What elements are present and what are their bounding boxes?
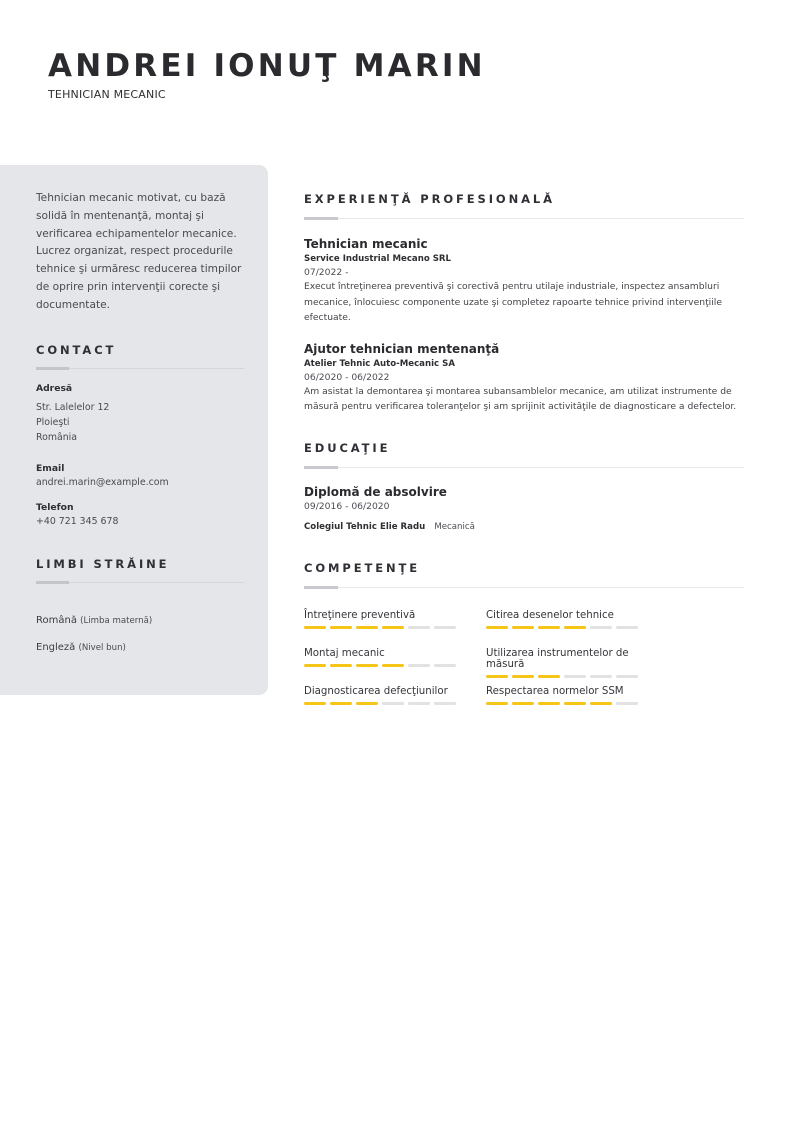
school-name: Colegiul Tehnic Elie Radu bbox=[304, 521, 426, 532]
skill-bar-filled bbox=[512, 702, 534, 706]
skill-bar-filled bbox=[564, 626, 586, 630]
skill-name: Diagnosticarea defecţiunilor bbox=[304, 685, 448, 697]
heading-divider bbox=[304, 217, 744, 220]
skill-bar-empty bbox=[616, 702, 638, 706]
main-column bbox=[304, 192, 744, 724]
language-level: (Limba maternă) bbox=[80, 616, 153, 626]
address-block bbox=[36, 400, 244, 445]
skill-bar-empty bbox=[590, 675, 612, 679]
skill-bar-filled bbox=[564, 702, 586, 706]
job-position: Ajutor tehnician mentenanţă bbox=[304, 341, 500, 356]
job-entry bbox=[304, 237, 744, 326]
job-description: Execut întreţinerea preventivă şi corectivă pentru utilaje industriale, inspectez ansambluri mecanice, înlocuiesc componente uzate şi completez rapoarte tehnice privind intervenţiile efectuate. bbox=[304, 281, 722, 323]
candidate-name: ANDREI IONUŢ MARIN bbox=[48, 48, 486, 84]
field-of-study: Mecanică bbox=[434, 521, 475, 532]
education-entry bbox=[304, 485, 744, 533]
job-dates: 06/2020 - 06/2022 bbox=[304, 371, 390, 383]
skills-heading: COMPETENŢE bbox=[304, 560, 420, 575]
experience-heading: EXPERIENŢĂ PROFESIONALĂ bbox=[304, 192, 555, 206]
skill-level-meter bbox=[304, 626, 486, 630]
address-line: România bbox=[36, 432, 77, 443]
skill-bar-filled bbox=[356, 626, 378, 630]
email-value[interactable]: andrei.marin@example.com bbox=[36, 477, 169, 488]
skill-bar-filled bbox=[304, 702, 326, 706]
skill-bar-empty bbox=[382, 702, 404, 706]
skill-item bbox=[486, 610, 668, 648]
skill-bar-filled bbox=[304, 664, 326, 668]
skill-name: Citirea desenelor tehnice bbox=[486, 609, 614, 621]
education-heading: EDUCAŢIE bbox=[304, 440, 391, 455]
heading-divider bbox=[36, 367, 244, 370]
skill-bar-filled bbox=[486, 702, 508, 706]
skill-name: Respectarea normelor SSM bbox=[486, 685, 624, 697]
job-description: Am asistat la demontarea şi montarea subansamblelor mecanice, am utilizat instrumente de măsură pentru verificarea toleranţelor şi am sprijinit activităţile de diagnosticare a defectelor. bbox=[304, 385, 737, 412]
job-company: Atelier Tehnic Auto-Mecanic SA bbox=[304, 358, 455, 369]
language-level: (Nivel bun) bbox=[78, 643, 126, 653]
job-position: Tehnician mecanic bbox=[304, 237, 428, 251]
skill-bar-filled bbox=[486, 626, 508, 630]
skill-bar-filled bbox=[330, 626, 352, 630]
skill-item bbox=[304, 610, 486, 648]
skill-bar-empty bbox=[434, 702, 456, 706]
skill-bar-empty bbox=[434, 626, 456, 630]
skill-bar-empty bbox=[434, 664, 456, 668]
education-dates: 09/2016 - 06/2020 bbox=[304, 500, 390, 512]
job-title: TEHNICIAN MECANIC bbox=[48, 88, 166, 101]
skill-bar-filled bbox=[356, 702, 378, 706]
skill-bar-filled bbox=[304, 626, 326, 630]
degree-title: Diplomă de absolvire bbox=[304, 484, 447, 499]
contact-section bbox=[36, 343, 244, 529]
email-label: Email bbox=[36, 463, 65, 474]
skill-bar-filled bbox=[330, 664, 352, 668]
heading-divider bbox=[304, 586, 744, 589]
skill-bar-filled bbox=[538, 626, 560, 630]
languages-heading: LIMBI STRĂINE bbox=[36, 557, 170, 571]
skill-item bbox=[486, 686, 668, 724]
address-label: Adresă bbox=[36, 383, 73, 394]
skill-level-meter bbox=[304, 664, 486, 668]
skill-bar-filled bbox=[538, 702, 560, 706]
skill-bar-filled bbox=[382, 626, 404, 630]
skill-bar-empty bbox=[590, 626, 612, 630]
skill-item bbox=[304, 686, 486, 724]
education-school-line bbox=[304, 514, 744, 533]
phone-value[interactable]: +40 721 345 678 bbox=[36, 516, 119, 527]
skill-level-meter bbox=[304, 702, 486, 706]
skill-bar-filled bbox=[538, 675, 560, 679]
job-entry bbox=[304, 342, 744, 415]
skill-bar-filled bbox=[382, 664, 404, 668]
language-item bbox=[36, 642, 244, 653]
contact-heading: CONTACT bbox=[36, 343, 117, 357]
skill-bar-filled bbox=[590, 702, 612, 706]
skill-bar-empty bbox=[408, 702, 430, 706]
skill-bar-empty bbox=[408, 664, 430, 668]
skill-item bbox=[486, 648, 668, 686]
address-line: Str. Lalelelor 12 bbox=[36, 402, 110, 413]
skill-bar-empty bbox=[616, 626, 638, 630]
address-line: Ploieşti bbox=[36, 417, 70, 428]
job-company: Service Industrial Mecano SRL bbox=[304, 254, 452, 264]
language-name: Engleză bbox=[36, 642, 76, 653]
skill-level-meter bbox=[486, 626, 668, 630]
skills-grid bbox=[304, 610, 744, 724]
skill-bar-filled bbox=[512, 675, 534, 679]
skill-bar-filled bbox=[512, 626, 534, 630]
skill-bar-empty bbox=[408, 626, 430, 630]
language-name: Română bbox=[36, 615, 77, 626]
skill-level-meter bbox=[486, 675, 668, 679]
skill-name: Utilizarea instrumentelor de măsură bbox=[486, 647, 629, 670]
profile-summary: Tehnician mecanic motivat, cu bază solidă în mentenanţă, montaj şi verificarea echipamentelor mecanice. Lucrez organizat, respect procedurile tehnice şi urmăresc reducerea timpilor de oprire prin intervenţii corecte şi documentate. bbox=[36, 192, 242, 311]
skill-bar-empty bbox=[564, 675, 586, 679]
skill-name: Montaj mecanic bbox=[304, 647, 385, 659]
resume-header bbox=[48, 46, 486, 101]
languages-section bbox=[36, 557, 244, 653]
phone-label: Telefon bbox=[36, 502, 74, 513]
language-item bbox=[36, 615, 244, 626]
heading-divider bbox=[36, 581, 244, 584]
skill-bar-empty bbox=[616, 675, 638, 679]
skill-bar-filled bbox=[486, 675, 508, 679]
skill-bar-filled bbox=[330, 702, 352, 706]
job-dates: 07/2022 - bbox=[304, 267, 349, 278]
skill-name: Întreţinere preventivă bbox=[304, 609, 416, 621]
skill-bar-filled bbox=[356, 664, 378, 668]
heading-divider bbox=[304, 466, 744, 469]
skill-item bbox=[304, 648, 486, 686]
skill-level-meter bbox=[486, 702, 668, 706]
